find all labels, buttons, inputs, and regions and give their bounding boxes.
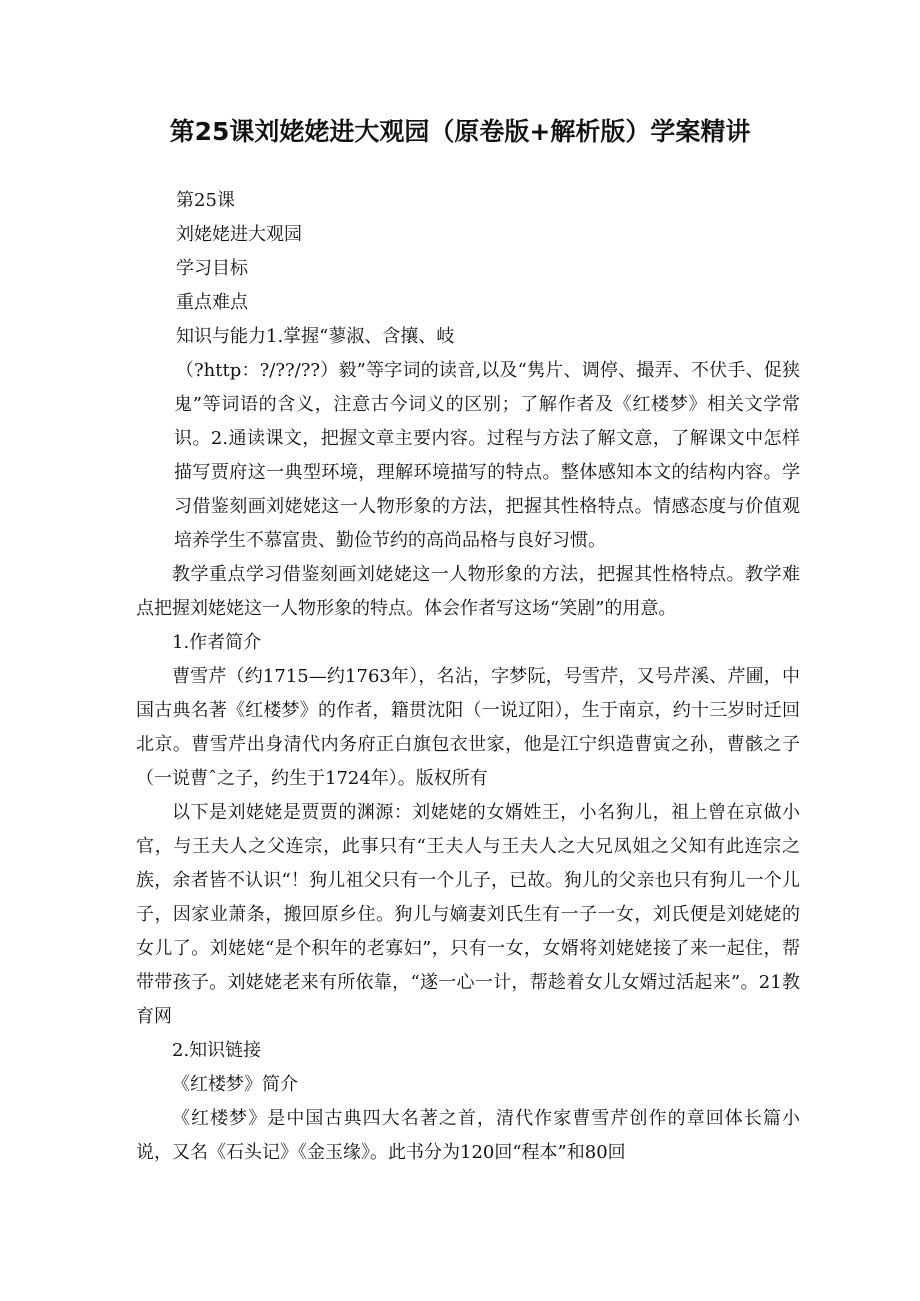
page-title: 第25课刘姥姥进大观园（原卷版+解析版）学案精讲: [169, 117, 751, 146]
teaching-paragraph: 教学重点学习借鉴刻画刘姥姥这一人物形象的方法，把握其性格特点。教学难点把握刘姥姥这一人物形象的特点。体会作者写这场“笑剧”的用意。: [136, 564, 800, 619]
lesson-title: 刘姥姥进大观园: [176, 224, 302, 245]
origin-paragraph: 以下是刘姥姥是贾贾的渊源：刘姥姥的女婿姓王，小名狗儿，祖上曾在京做小官，与王夫人之父连宗，此事只有“王夫人与王夫人之大兄凤姐之父知有此连宗之族，余者皆不认识“！狗儿祖父只有一个儿子，已故。狗儿的父亲也只有狗儿一个儿子，因家业萧条，搬回原乡住。狗儿与嫡妻刘氏生有一子一女，刘氏便是刘姥姥的女儿了。刘姥姥“是个积年的老寡妇”，只有一女，女婿将刘姥姥接了来一起住，帮带带孩子。刘姥姥老来有所依靠，“遂一心一计，帮趁着女儿女婿过活起来”。21教育网: [136, 802, 800, 1027]
knowledge-line: 知识与能力1.掌握“蓼淑、含攘、岐: [176, 326, 455, 347]
key-points-heading: 重点难点: [176, 292, 248, 313]
author-heading: 1.作者简介: [172, 632, 262, 653]
hlm-paragraph: 《红楼梦》是中国古典四大名著之首，清代作家曹雪芹创作的章回体长篇小说，又名《石头记》《金玉缘》。此书分为120回“程本”和80回: [136, 1108, 800, 1163]
knowledge-paragraph-block: [176, 354, 800, 558]
hlm-heading: 《红楼梦》简介: [171, 1074, 298, 1095]
lesson-number: 第25课: [176, 190, 235, 211]
main-content: [136, 558, 800, 1170]
knowledge-link-heading: 2.知识链接: [172, 1040, 262, 1061]
author-paragraph: 曹雪芹（约1715—约1763年），名沾，字梦阮，号雪芹，又号芹溪、芹圃，中国古典名著《红楼梦》的作者，籍贯沈阳（一说辽阳），生于南京，约十三岁时迁回北京。曹雪芹出身清代内务府正白旗包衣世家，他是江宁织造曹寅之孙，曹骸之子（一说曹ˆ之子，约生于1724年）。版权所有: [136, 666, 800, 789]
document-body: [176, 184, 800, 354]
knowledge-paragraph: （?http：?/??/??）毅”等字词的读音,以及“隽片、调停、撮弄、不伏手、促狭鬼”等词语的含义，注意古今词义的区别；了解作者及《红楼梦》相关文学常识。2.通读课文，把握文章主要内容。过程与方法了解文意，了解课文中怎样描写贾府这一典型环境，理解环境描写的特点。整体感知本文的结构内容。学习借鉴刻画刘姥姥这一人物形象的方法，把握其性格特点。情感态度与价值观培养学生不慕富贵、勤俭节约的高尚品格与良好习惯。: [174, 360, 800, 551]
objectives-heading: 学习目标: [176, 258, 248, 279]
